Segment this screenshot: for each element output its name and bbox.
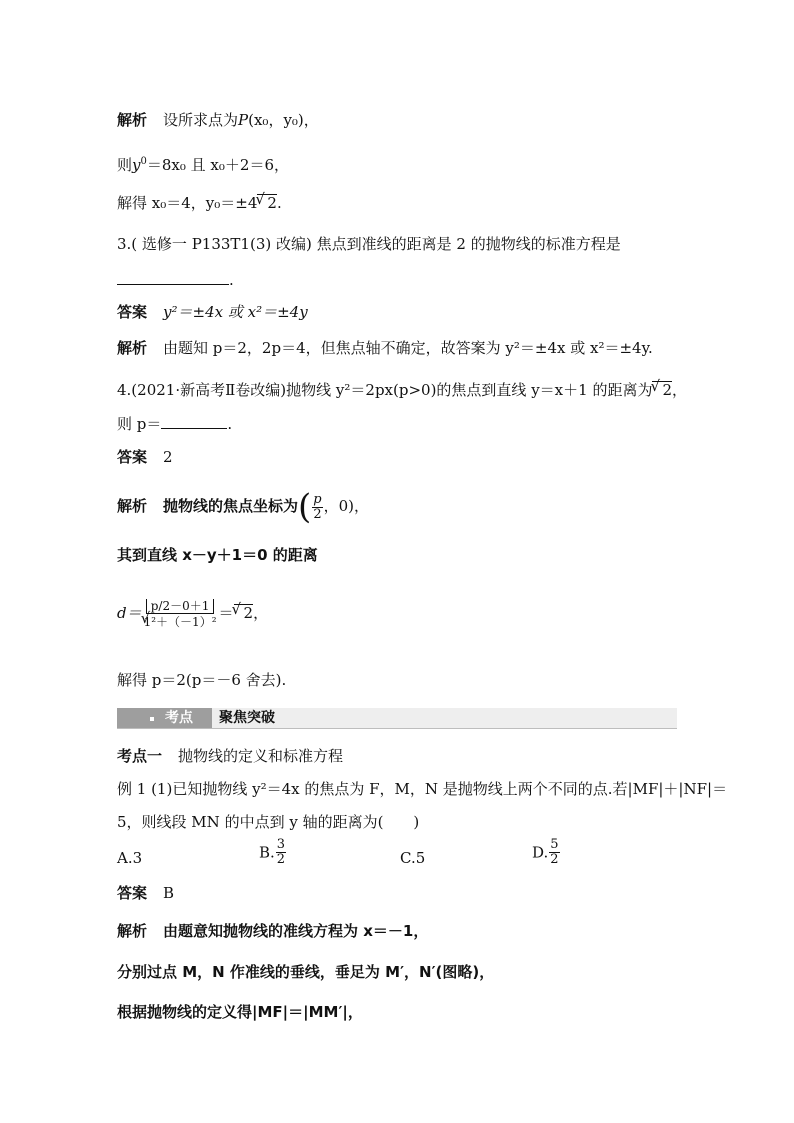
answer-tag: 答案	[117, 448, 148, 466]
distance-fraction: p/2－0＋1 √ 1²＋（－1）²	[143, 599, 218, 630]
fraction-p-over-2: $\frac{p}{2}$	[313, 491, 322, 522]
option-b: B. $\frac{3}{2}$	[259, 837, 286, 867]
section-label: 考点	[117, 708, 212, 728]
analysis-4-result: 解得 p＝2(p＝－6 舍去).	[117, 671, 287, 689]
example-1: 例 1 (1)已知抛物线 y²＝4x 的焦点为 F，M，N 是抛物线上两个不同的点.若|MF|＋|NF|＝	[117, 780, 728, 798]
sol-line-1: 解析 设所求点为P(x₀，y₀)，	[117, 111, 319, 129]
analysis-tag: 解析	[117, 497, 148, 515]
analysis-4-line2: 其到直线 x－y＋1＝0 的距离	[117, 546, 318, 564]
section-title: 聚焦突破	[219, 710, 275, 726]
analysis-3: 解析 由题知 p＝2，2p＝4，但焦点轴不确定，故答案为 y²＝±4x 或 x²＝±4y.	[117, 339, 653, 357]
square-bullet-icon	[150, 717, 154, 721]
analysis-5-line2: 分别过点 M，N 作准线的垂线，垂足为 M′，N′(图略)，	[117, 963, 495, 981]
question-3: 3.( 选修一 P133T1(3) 改编) 焦点到准线的距离是 2 的抛物线的标准方程是	[117, 235, 621, 253]
sqrt-2: √ 2	[234, 604, 254, 621]
option-c: C.5	[400, 849, 426, 867]
analysis-4: 解析 抛物线的焦点坐标为( $\frac{p}{2}$ ，0)，	[117, 487, 370, 527]
question-4: 4.(2021·新高考Ⅱ卷改编)抛物线 y²＝2px(p>0)的焦点到直线 y＝x＋1 的距离为√ 2，	[117, 380, 687, 400]
analysis-5: 解析 由题意知抛物线的准线方程为 x＝－1，	[117, 922, 429, 940]
answer-tag: 答案	[117, 303, 148, 321]
option-d: D. $\frac{5}{2}$	[532, 837, 559, 867]
section-header	[117, 708, 677, 729]
sol-line-3: 解得 x₀＝4，y₀＝±4√ 2.	[117, 193, 282, 213]
sqrt-2: √ 2	[652, 381, 672, 398]
answer-blank	[161, 414, 227, 429]
analysis-tag: 解析	[117, 111, 148, 129]
option-a: A.3	[117, 849, 143, 867]
answer-3: 答案 y²＝±4x 或 x²＝±4y	[117, 303, 308, 321]
answer-tag: 答案	[117, 884, 148, 902]
distance-formula: d＝ p/2－0＋1 √ 1²＋（－1）² ＝√ 2，	[117, 596, 268, 630]
analysis-5-line3: 根据抛物线的定义得|MF|＝|MM′|，	[117, 1003, 363, 1021]
topic-1-heading: 考点一 抛物线的定义和标准方程	[117, 747, 344, 765]
analysis-tag: 解析	[117, 922, 148, 940]
sqrt-2: √ 2	[257, 194, 277, 211]
answer-blank	[117, 270, 229, 285]
answer-5: 答案 B	[117, 884, 175, 902]
options-row	[117, 838, 677, 878]
analysis-tag: 解析	[117, 339, 148, 357]
question-3-blank: .	[117, 270, 234, 290]
example-1-line2: 5，则线段 MN 的中点到 y 轴的距离为( )	[117, 813, 420, 831]
question-4-line2: 则 p＝ .	[117, 415, 233, 433]
answer-4: 答案 2	[117, 448, 173, 466]
sol-line-2: 则$y^0=8x_0$ 且 x₀＋2＝6，	[117, 156, 289, 174]
